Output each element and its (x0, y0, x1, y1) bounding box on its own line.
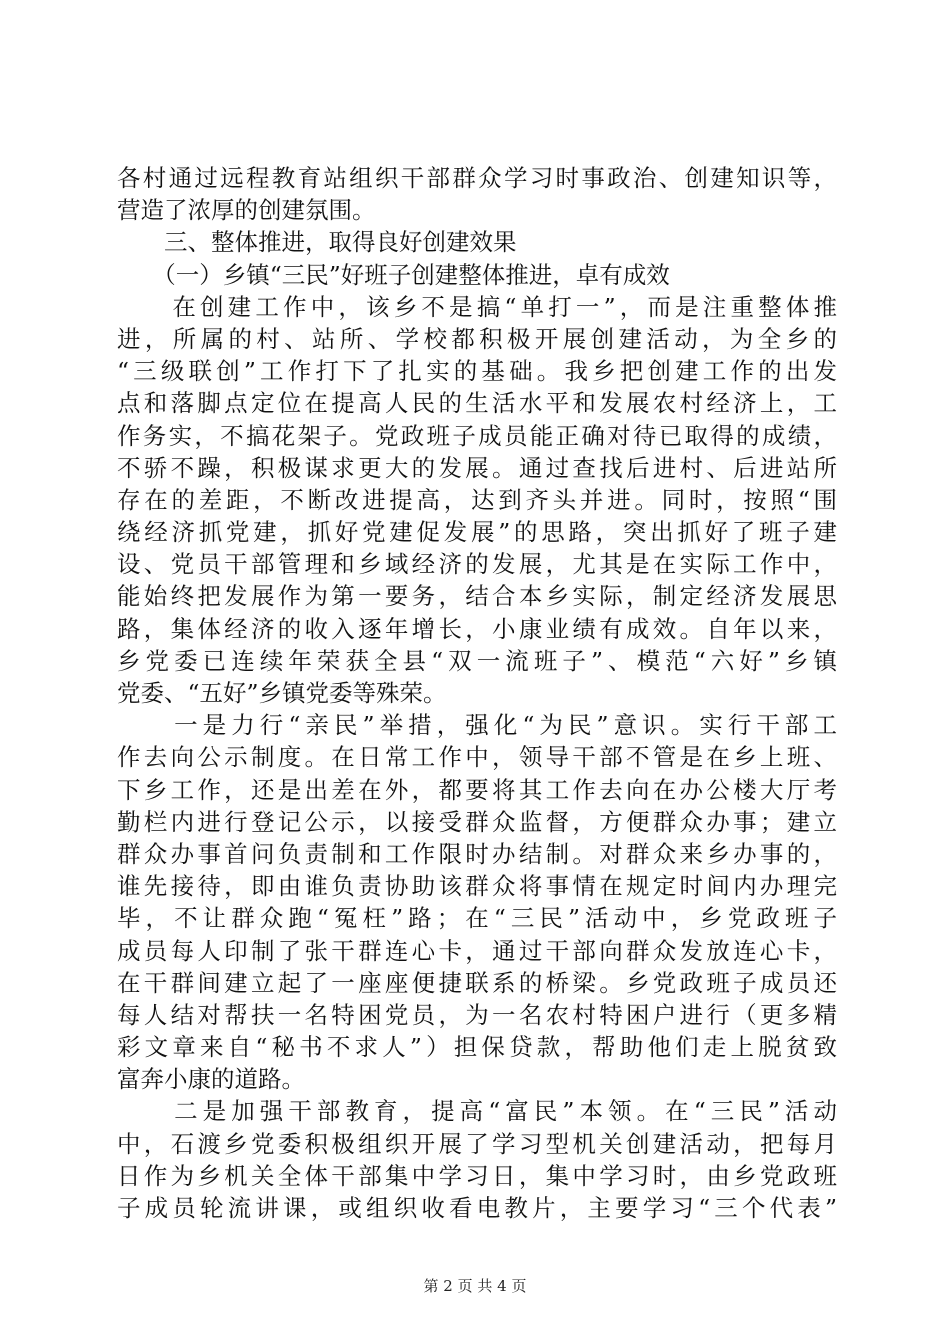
text-line: 群众办事首问负责制和工作限时办结制。对群众来乡办事的， (117, 839, 837, 868)
text-line: 三、整体推进，取得良好创建效果 (117, 228, 517, 257)
text-line: 彩文章来自“秘书不求人”）担保贷款，帮助他们走上脱贫致 (117, 1033, 837, 1062)
text-line: 能始终把发展作为第一要务，结合本乡实际，制定经济发展思 (117, 582, 837, 611)
text-line: 毕，不让群众跑“冤枉”路；在“三民”活动中，乡党政班子 (117, 904, 837, 933)
text-line: 路，集体经济的收入逐年增长，小康业绩有成效。自年以来， (117, 614, 837, 643)
text-line: “三级联创”工作打下了扎实的基础。我乡把创建工作的出发 (117, 357, 837, 386)
text-line: 成员每人印制了张干群连心卡，通过干部向群众发放连心卡， (117, 936, 837, 965)
text-line: 党委、“五好”乡镇党委等殊荣。 (117, 679, 447, 707)
text-line: 一是力行“亲民”举措，强化“为民”意识。实行干部工 (117, 711, 837, 740)
text-line: 设、党员干部管理和乡域经济的发展，尤其是在实际工作中， (117, 550, 837, 579)
text-line: 日作为乡机关全体干部集中学习日，集中学习时，由乡党政班 (117, 1161, 837, 1190)
text-line: 富奔小康的道路。 (117, 1065, 305, 1094)
text-line: 中，石渡乡党委积极组织开展了学习型机关创建活动，把每月 (117, 1129, 837, 1158)
text-line: 各村通过远程教育站组织干部群众学习时事政治、创建知识等， (117, 164, 837, 192)
text-line: 每人结对帮扶一名特困党员，为一名农村特困户进行（更多精 (117, 1000, 837, 1029)
text-line: 勤栏内进行登记公示，以接受群众监督，方便群众办事；建立 (117, 807, 837, 836)
text-line: 作去向公示制度。在日常工作中，领导干部不管是在乡上班、 (117, 743, 837, 772)
text-line: 点和落脚点定位在提高人民的生活水平和发展农村经济上，工 (117, 389, 837, 418)
text-line: 绕经济抓党建，抓好党建促发展”的思路，突出抓好了班子建 (117, 518, 837, 547)
text-line: 谁先接待，即由谁负责协助该群众将事情在规定时间内办理完 (117, 872, 837, 901)
text-line: 在干群间建立起了一座座便捷联系的桥梁。乡党政班子成员还 (117, 968, 837, 997)
text-line: 作务实，不搞花架子。党政班子成员能正确对待已取得的成绩， (117, 421, 837, 450)
text-line: 乡党委已连续年荣获全县“双一流班子”、模范“六好”乡镇 (117, 646, 837, 675)
text-line: 在创建工作中，该乡不是搞“单打一”，而是注重整体推 (117, 292, 837, 321)
text-line: 子成员轮流讲课，或组织收看电教片，主要学习“三个代表” (117, 1194, 837, 1222)
text-line: 二是加强干部教育，提高“富民”本领。在“三民”活动 (117, 1097, 837, 1126)
document-body (117, 162, 837, 1224)
text-line: 下乡工作，还是出差在外，都要将其工作去向在办公楼大厅考 (117, 775, 837, 804)
text-line: 营造了浓厚的创建氛围。 (117, 196, 376, 225)
text-line: 不骄不躁，积极谋求更大的发展。通过查找后进村、后进站所 (117, 453, 837, 482)
page-footer: 第 2 页 共 4 页 (423, 1277, 527, 1295)
text-line: （一）乡镇“三民”好班子创建整体推进，卓有成效 (117, 260, 670, 289)
text-line: 进，所属的村、站所、学校都积极开展创建活动，为全乡的 (117, 324, 837, 353)
text-line: 存在的差距，不断改进提高，达到齐头并进。同时，按照“围 (117, 485, 837, 514)
